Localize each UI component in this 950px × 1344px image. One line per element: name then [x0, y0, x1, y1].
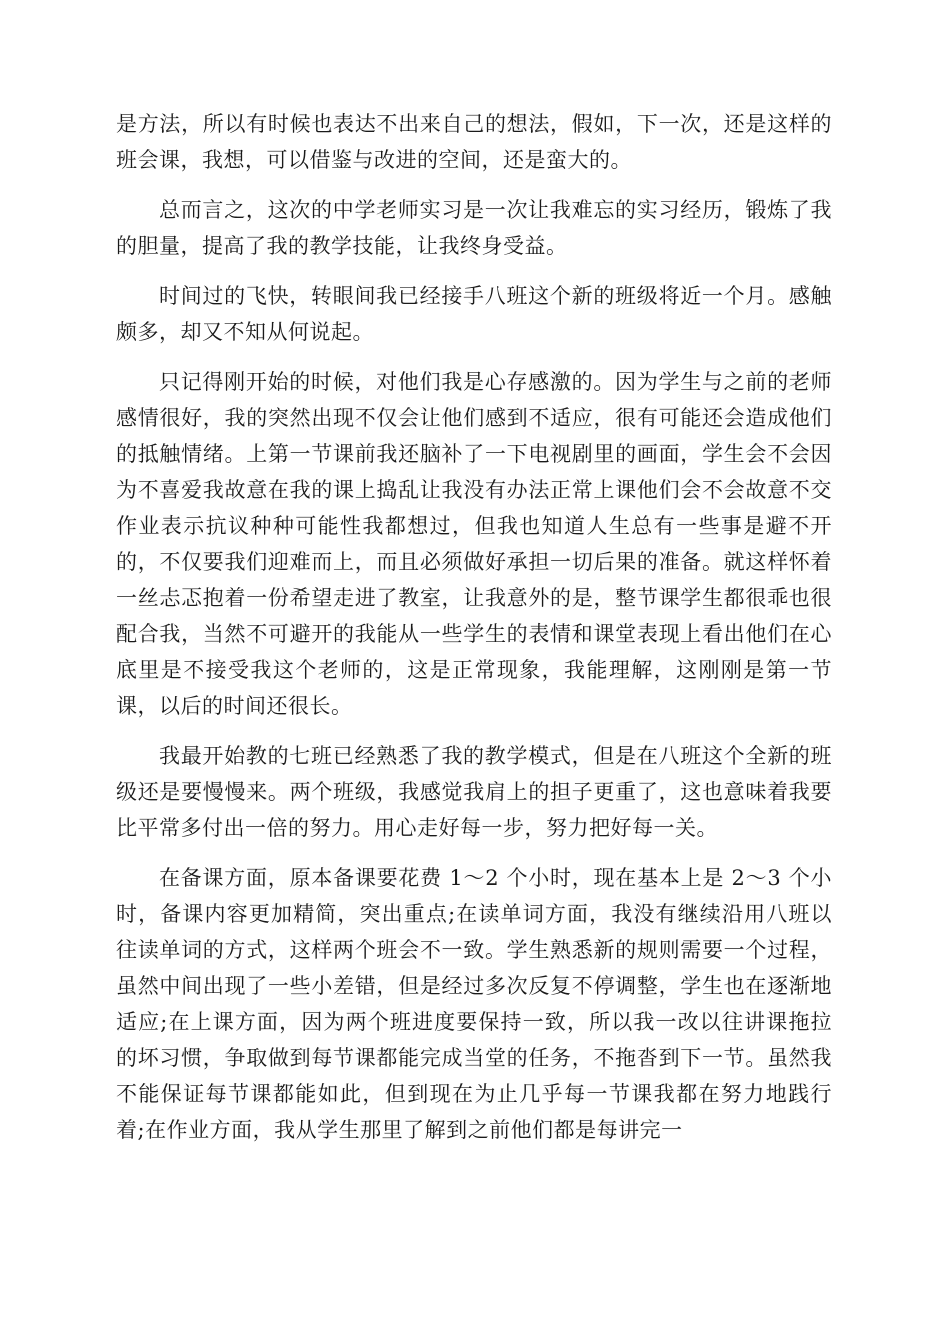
paragraph-1: 是方法，所以有时候也表达不出来自己的想法，假如，下一次，还是这样的班会课，我想，可以借鉴与改进的空间，还是蛮大的。 [116, 112, 832, 172]
paragraph-4: 只记得刚开始的时候，对他们我是心存感激的。因为学生与之前的老师感情很好，我的突然出现不仅会让他们感到不适应，很有可能还会造成他们的抵触情绪。上第一节课前我还脑补了一下电视剧里的画面，学生会不会因为不喜爱我故意在我的课上捣乱让我没有办法正常上课他们会不会故意不交作业表示抗议种种可能性我都想过，但我也知道人生总有一些事是避不开的，不仅要我们迎难而上，而且必须做好承担一切后果的准备。就这样怀着一丝忐忑抱着一份希望走进了教室，让我意外的是，整节课学生都很乖也很配合我，当然不可避开的我能从一些学生的表情和课堂表现上看出他们在心底里是不接受我这个老师的，这是正常现象，我能理解，这刚刚是第一节课，以后的时间还很长。 [116, 370, 832, 718]
paragraph-5: 我最开始教的七班已经熟悉了我的教学模式，但是在八班这个全新的班级还是要慢慢来。两个班级，我感觉我肩上的担子更重了，这也意味着我要比平常多付出一倍的努力。用心走好每一步，努力把好每一关。 [116, 744, 832, 840]
document-body [116, 106, 832, 1162]
paragraph-6: 在备课方面，原本备课要花费 1～2 个小时，现在基本上是 2～3 个小时，备课内容更加精简，突出重点;在读单词方面，我没有继续沿用八班以往读单词的方式，这样两个班会不一致。学生熟悉新的规则需要一个过程，虽然中间出现了一些小差错，但是经过多次反复不停调整，学生也在逐渐地适应;在上课方面，因为两个班进度要保持一致，所以我一改以往讲课拖拉的坏习惯，争取做到每节课都能完成当堂的任务，不拖沓到下一节。虽然我不能保证每节课都能如此，但到现在为止几乎每一节课我都在努力地践行着;在作业方面，我从学生那里了解到之前他们都是每讲完一 [116, 866, 832, 1142]
paragraph-3: 时间过的飞快，转眼间我已经接手八班这个新的班级将近一个月。感触颇多，却又不知从何说起。 [116, 284, 832, 344]
paragraph-2: 总而言之，这次的中学老师实习是一次让我难忘的实习经历，锻炼了我的胆量，提高了我的教学技能，让我终身受益。 [116, 198, 832, 258]
